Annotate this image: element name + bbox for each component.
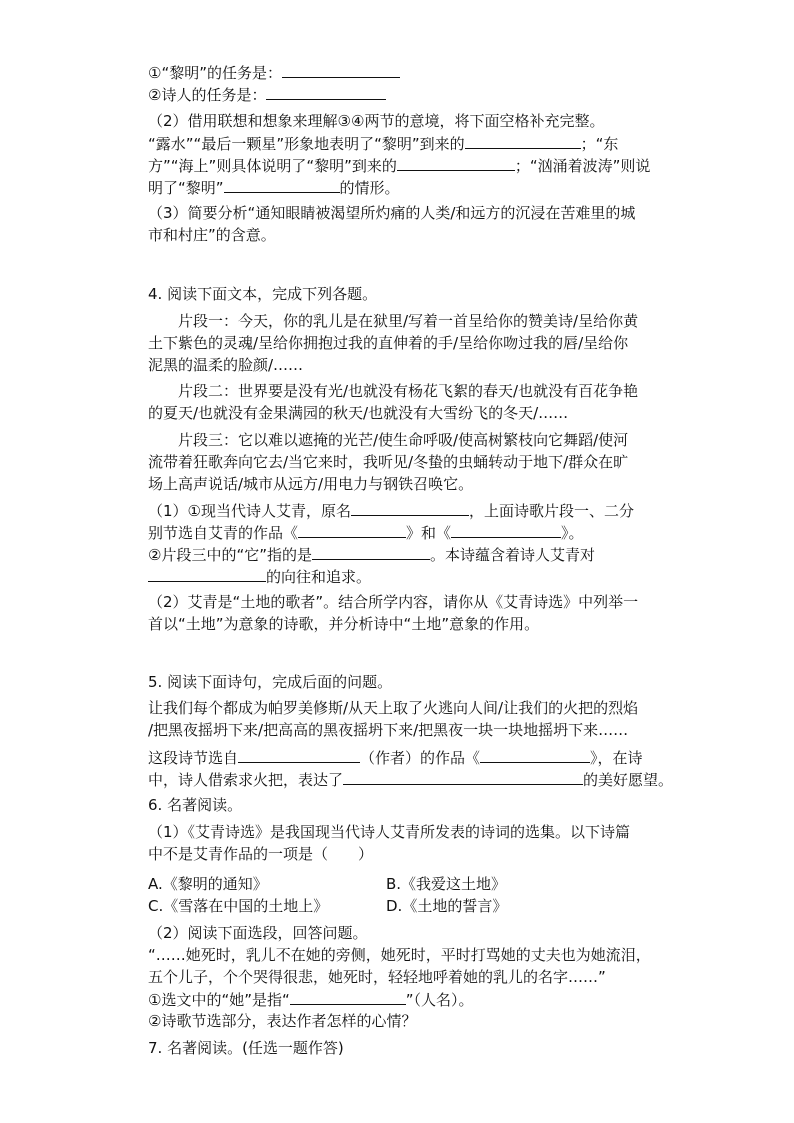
q7-title: 7. 名著阅读。(任选一题作答) [148, 1039, 344, 1057]
q4-fragment2-line2: 的夏天/也就没有金果满园的秋天/也就没有大雪纷飞的冬天/…… [148, 404, 569, 422]
q5-answer-line2: 中，诗人借索求火把，表达了 的美好愿望。 [148, 771, 674, 789]
q4-sub1-line1: （1）①现当代诗人艾青，原名 ，上面诗歌片段一、二分 [148, 502, 635, 520]
q6-sub2-title: （2）阅读下面选段，回答问题。 [148, 924, 368, 942]
q4-fragment2-line1: 片段二：世界要是没有光/也就没有杨花飞絮的春天/也就没有百花争艳 [178, 382, 639, 400]
q3-sub1b: ②诗人的任务是： [148, 84, 386, 105]
q4-fragment1-line1: 片段一：今天，你的乳儿是在狱里/写着一首呈给你的赞美诗/呈给你黄 [178, 312, 639, 330]
q3-sub3-line1: （3）简要分析“通知眼睛被渴望所灼痛的人类/和远方的沉浸在苦难里的城 [148, 204, 636, 222]
q6-option-c: C.《雪落在中国的土地上》 [148, 897, 329, 915]
q6-excerpt-line1: “……她死时，乳儿不在她的旁侧，她死时，平时打骂她的丈夫也为她流泪， [148, 946, 651, 964]
blank [282, 62, 400, 78]
q3-sub2-line4: 明了“黎明” 的情形。 [148, 179, 400, 197]
q6-sub2-q2: ②诗歌节选部分，表达作者怎样的心情？ [148, 1012, 417, 1030]
blank [312, 544, 430, 560]
q3-sub2-line2: “露水”“最后一颗星”形象地表明了“黎明”到来的 ；“东 [148, 135, 619, 153]
blank [148, 566, 266, 582]
blank [465, 133, 581, 149]
blank [298, 522, 406, 538]
q4-fragment3-line3: 场上高声说话/城市从远方/用电力与钢铁召唤它。 [148, 475, 474, 493]
q4-fragment1-line2: 土下紫色的灵魂/呈给你拥抱过我的直伸着的手/呈给你吻过我的唇/呈给你 [148, 334, 629, 352]
q4-sub2-line1: （2）艾青是“土地的歌者”。结合所学内容，请你从《艾青诗选》中列举一 [148, 593, 639, 611]
q6-option-a: A.《黎明的通知》 [148, 875, 268, 893]
blank [290, 989, 406, 1005]
q4-fragment1-line3: 泥黑的温柔的脸颜/…… [148, 356, 304, 374]
q5-poem-line1: 让我们每个都成为帕罗美修斯/从天上取了火逃向人间/让我们的火把的烈焰 [148, 699, 639, 717]
q3-sub2-line3: 方”“海上”则具体说明了“黎明”到来的 ；“汹涌着波涛”则说 [148, 157, 651, 175]
q4-sub1-line2: 别节选自艾青的作品《 》和《 》。 [148, 524, 584, 542]
blank [224, 177, 340, 193]
blank [397, 155, 515, 171]
q4-sub1-line4: 的向往和追求。 [148, 566, 371, 587]
q3-sub3-line2: 市和村庄”的含意。 [148, 226, 276, 244]
q4-fragment3-line1: 片段三：它以难以遮掩的光芒/使生命呼吸/使高树繁枝向它舞蹈/使河 [178, 431, 629, 449]
blank [266, 84, 386, 100]
q6-title: 6. 名著阅读。 [148, 796, 243, 814]
q6-excerpt-line2: 五个儿子，个个哭得很悲，她死时，轻轻地呼着她的乳儿的名字……” [148, 968, 606, 986]
blank [351, 500, 469, 516]
q3-sub1a: ①“黎明”的任务是： [148, 62, 400, 83]
q5-title: 5. 阅读下面诗句，完成后面的问题。 [148, 673, 393, 691]
q6-sub2-q1: ①选文中的“她”是指“ ”（人名）。 [148, 991, 474, 1009]
q5-answer-line1: 这段诗节选自 （作者）的作品《 》，在诗 [148, 749, 643, 767]
blank [238, 747, 360, 763]
blank [451, 522, 561, 538]
q6-option-d: D.《土地的誓言》 [386, 897, 508, 915]
q4-title: 4. 阅读下面文本，完成下列各题。 [148, 285, 378, 303]
q5-poem-line2: /把黑夜摇坍下来/把高高的黑夜摇坍下来/把黑夜一块一块地摇坍下来…… [148, 721, 629, 739]
q6-option-b: B.《我爱这土地》 [386, 875, 507, 893]
q6-sub1-line1: （1）《艾青诗选》是我国现当代诗人艾青所发表的诗词的选集。以下诗篇 [148, 823, 631, 841]
q4-sub1-line3: ②片段三中的“它”指的是 。本诗蕴含着诗人艾青对 [148, 546, 596, 564]
q4-fragment3-line2: 流带着狂歌奔向它去/当它来时，我听见/冬蛰的虫蛹转动于地下/群众在旷 [148, 453, 629, 471]
q6-sub1-line2: 中不是艾青作品的一项是（ ） [148, 845, 374, 863]
blank [480, 747, 590, 763]
q3-sub2-line1: （2）借用联想和想象来理解③④两节的意境，将下面空格补充完整。 [148, 112, 605, 130]
q4-sub2-line2: 首以“土地”为意象的诗歌，并分析诗中“土地”意象的作用。 [148, 615, 540, 633]
blank [343, 769, 583, 785]
